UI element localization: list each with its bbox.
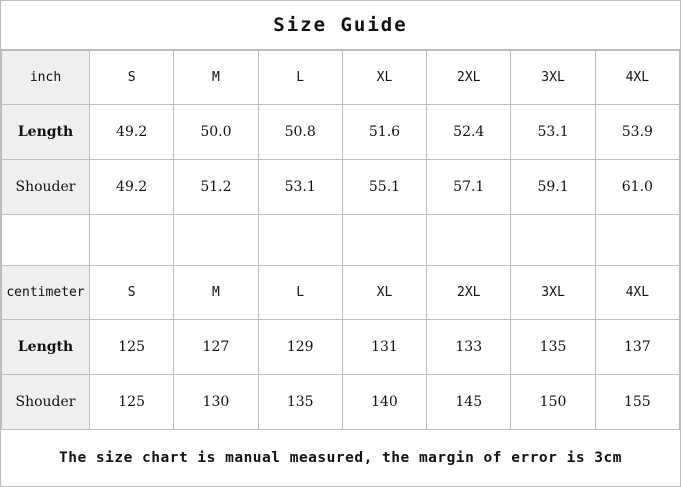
table-spacer-row: [2, 215, 680, 266]
cell-shouder-cm-l: 135: [258, 375, 342, 430]
size-header-2xl: 2XL: [427, 51, 511, 105]
cell-length-inch-2xl: 52.4: [427, 105, 511, 160]
cell-shouder-cm-4xl: 155: [595, 375, 679, 430]
size-header-3xl: 3XL: [511, 51, 595, 105]
size-header-cm-s: S: [90, 266, 174, 320]
cell-shouder-cm-3xl: 150: [511, 375, 595, 430]
cell-shouder-cm-s: 125: [90, 375, 174, 430]
cell-length-inch-xl: 51.6: [342, 105, 426, 160]
page-title: Size Guide: [1, 1, 680, 50]
spacer-cell: [511, 215, 595, 266]
unit-label-centimeter: centimeter: [2, 266, 90, 320]
cell-shouder-inch-3xl: 59.1: [511, 160, 595, 215]
cell-shouder-cm-xl: 140: [342, 375, 426, 430]
footer-note: The size chart is manual measured, the margin of error is 3cm: [1, 430, 680, 486]
spacer-cell: [595, 215, 679, 266]
cell-length-inch-l: 50.8: [258, 105, 342, 160]
unit-label-inch: inch: [2, 51, 90, 105]
size-header-cm-l: L: [258, 266, 342, 320]
cell-shouder-cm-m: 130: [174, 375, 258, 430]
cell-length-cm-xl: 131: [342, 320, 426, 375]
table-row: [2, 105, 680, 160]
cell-shouder-inch-s: 49.2: [90, 160, 174, 215]
table-row: [2, 375, 680, 430]
spacer-cell: [174, 215, 258, 266]
spacer-cell: [90, 215, 174, 266]
table-row: [2, 320, 680, 375]
row-label-shouder-cm: Shouder: [2, 375, 90, 430]
size-header-4xl: 4XL: [595, 51, 679, 105]
table-row: [2, 160, 680, 215]
cell-shouder-cm-2xl: 145: [427, 375, 511, 430]
cell-length-inch-4xl: 53.9: [595, 105, 679, 160]
size-header-m: M: [174, 51, 258, 105]
cell-shouder-inch-m: 51.2: [174, 160, 258, 215]
spacer-cell: [2, 215, 90, 266]
cell-length-cm-l: 129: [258, 320, 342, 375]
size-chart-table: [1, 50, 680, 430]
cell-length-inch-s: 49.2: [90, 105, 174, 160]
cell-length-cm-m: 127: [174, 320, 258, 375]
cell-shouder-inch-2xl: 57.1: [427, 160, 511, 215]
spacer-cell: [258, 215, 342, 266]
cell-length-cm-2xl: 133: [427, 320, 511, 375]
cell-shouder-inch-4xl: 61.0: [595, 160, 679, 215]
spacer-cell: [427, 215, 511, 266]
spacer-cell: [342, 215, 426, 266]
cell-shouder-inch-l: 53.1: [258, 160, 342, 215]
cell-length-cm-3xl: 135: [511, 320, 595, 375]
row-label-length-inch: Length: [2, 105, 90, 160]
cell-length-inch-m: 50.0: [174, 105, 258, 160]
size-header-cm-3xl: 3XL: [511, 266, 595, 320]
cell-length-cm-4xl: 137: [595, 320, 679, 375]
size-header-s: S: [90, 51, 174, 105]
cell-length-inch-3xl: 53.1: [511, 105, 595, 160]
size-header-cm-xl: XL: [342, 266, 426, 320]
cell-length-cm-s: 125: [90, 320, 174, 375]
size-header-cm-m: M: [174, 266, 258, 320]
table-row: [2, 51, 680, 105]
size-header-xl: XL: [342, 51, 426, 105]
row-label-length-cm: Length: [2, 320, 90, 375]
size-header-l: L: [258, 51, 342, 105]
cell-shouder-inch-xl: 55.1: [342, 160, 426, 215]
table-row: [2, 266, 680, 320]
size-header-cm-4xl: 4XL: [595, 266, 679, 320]
size-header-cm-2xl: 2XL: [427, 266, 511, 320]
row-label-shouder-inch: Shouder: [2, 160, 90, 215]
